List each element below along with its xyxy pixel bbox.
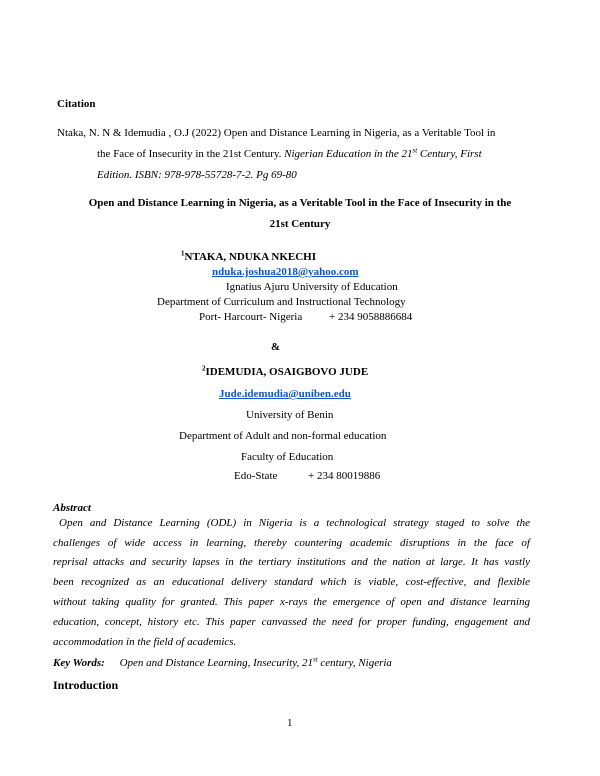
citation-line-2 <box>97 148 482 160</box>
author1-phone: + 234 9058886684 <box>329 311 413 323</box>
abstract-line-3: reprisal attacks and security lapses in the tertiary institutions and the nation at large. It has vastly <box>53 556 530 568</box>
introduction-heading: Introduction <box>53 678 119 692</box>
abstract-line-4: been recognized as an educational delivery standard which is viable, cost-effective, and flexible <box>53 576 530 588</box>
citation-line-2-plain: the Face of Insecurity in the 21st Century. <box>97 148 282 160</box>
author2-location: Edo-State <box>234 470 278 482</box>
author2-faculty: Faculty of Education <box>241 451 334 463</box>
author2-institution: University of Benin <box>246 409 334 421</box>
abstract-line-5: without taking quality for granted. This paper x-rays the emergence of open and distance learning <box>53 596 530 608</box>
abstract-heading: Abstract <box>53 502 91 514</box>
citation-heading: Citation <box>57 98 96 110</box>
paper-title-line-1: Open and Distance Learning in Nigeria, as a Veritable Tool in the Face of Insecurity in the <box>88 197 512 209</box>
author1-email-link[interactable]: nduka.joshua2018@yahoo.com <box>212 266 359 278</box>
citation-line-3: Edition. ISBN: 978-978-55728-7-2. Pg 69-80 <box>97 169 297 181</box>
abstract-line-1: Open and Distance Learning (ODL) in Nigeria is a technological strategy staged to solve the <box>59 517 530 529</box>
author2-department: Department of Adult and non-formal education <box>179 430 387 442</box>
citation-line-1: Ntaka, N. N & Idemudia , O.J (2022) Open and Distance Learning in Nigeria, as a Veritable Tool in <box>57 127 496 139</box>
paper-title-line-2: 21st Century <box>269 218 331 230</box>
author2-name: $^2$IDEMUDIA, OSAIGBOVO JUDE <box>202 364 369 378</box>
keywords-line <box>53 657 392 669</box>
citation-book-title: Nigerian Education in the 21st Century, First <box>284 146 482 160</box>
author1-institution: Ignatius Ajuru University of Education <box>226 281 398 293</box>
abstract-line-6: education, concept, history etc. This paper canvassed the need for proper funding, engagement and <box>53 616 530 628</box>
author1-location: Port- Harcourt- Nigeria <box>199 311 303 323</box>
author1-department: Department of Curriculum and Instructional Technology <box>157 296 406 308</box>
abstract-line-7: accommodation in the field of academics. <box>53 636 237 648</box>
author2-email-link[interactable]: Jude.idemudia@uniben.edu <box>219 388 351 400</box>
page-number: 1 <box>287 717 293 729</box>
author1-name: $^1$NTAKA, NDUKA NKECHI <box>181 249 317 263</box>
author2-phone: + 234 80019886 <box>308 470 381 482</box>
abstract-line-2: challenges of wide access in learning, thereby countering academic disruptions in the face of <box>53 537 530 549</box>
keywords-text: Open and Distance Learning, Insecurity, 21st century, Nigeria <box>119 655 392 669</box>
author-separator: & <box>271 341 281 353</box>
keywords-label: Key Words: <box>53 657 105 669</box>
